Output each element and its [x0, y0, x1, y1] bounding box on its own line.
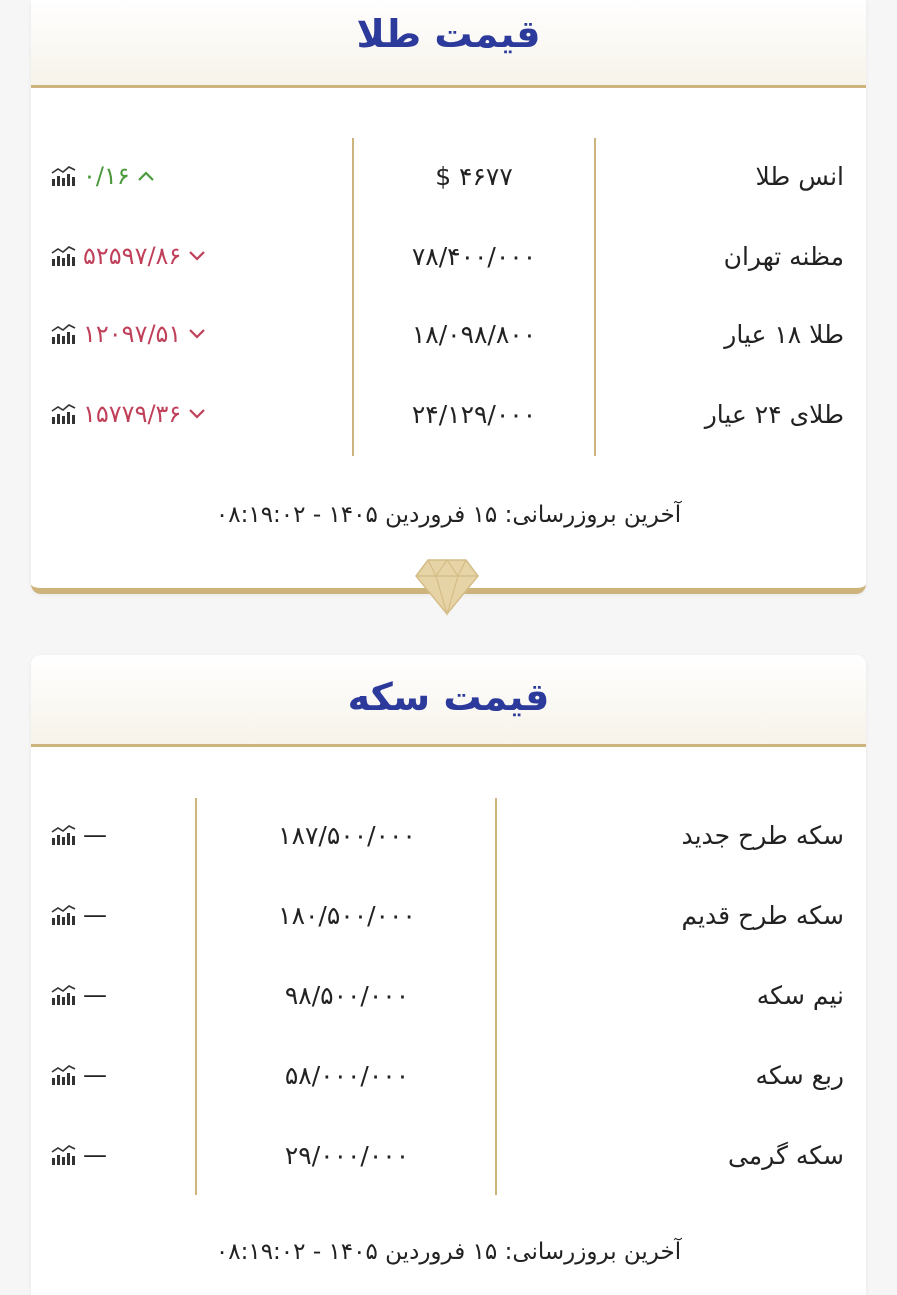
coin-row-name: سکه طرح قدیم	[681, 901, 844, 930]
bar-chart-icon[interactable]	[51, 1143, 77, 1167]
chevron-up-icon	[136, 169, 156, 183]
coin-row-name: نیم سکه	[756, 981, 844, 1010]
gold-row-price: $ ۴۶۷۷	[435, 162, 513, 191]
coin-row-price: ۱۸۰/۵۰۰/۰۰۰	[278, 901, 416, 930]
gold-row-change-value: ۱۲۰۹۷/۵۱	[83, 320, 182, 348]
bar-chart-icon[interactable]	[51, 983, 77, 1007]
bar-chart-icon[interactable]	[51, 903, 77, 927]
gold-row-name: مظنه تهران	[723, 242, 844, 271]
coin-card-title: قیمت سکه	[347, 675, 550, 719]
gold-row-name: انس طلا	[755, 162, 844, 191]
gold-last-updated: آخرین بروزرسانی: ۱۵ فروردین ۱۴۰۵ - ۰۸:۱۹:۰۲	[215, 502, 682, 528]
gold-row-change	[51, 400, 207, 428]
diamond-icon	[414, 558, 480, 616]
gold-row[interactable]	[31, 316, 866, 356]
bar-chart-icon[interactable]	[51, 823, 77, 847]
gold-row-change-value: ۵۲۵۹۷/۸۶	[83, 242, 182, 270]
coin-row-price: ۹۸/۵۰۰/۰۰۰	[284, 981, 410, 1010]
coin-row[interactable]	[31, 1137, 866, 1177]
coin-price-card	[31, 655, 866, 1295]
coin-row-name: ربع سکه	[755, 1061, 844, 1090]
coin-row-price: ۱۸۷/۵۰۰/۰۰۰	[278, 821, 416, 850]
chevron-down-icon	[187, 327, 207, 341]
coin-row-change	[51, 981, 107, 1009]
coin-row-change	[51, 1141, 107, 1169]
gold-price-card	[31, 0, 866, 594]
gold-row-change-value: ۰/۱۶	[83, 162, 130, 190]
gold-row-price: ۱۸/۰۹۸/۸۰۰	[411, 320, 537, 349]
coin-card-header	[31, 655, 866, 747]
chevron-down-icon	[187, 249, 207, 263]
chevron-down-icon	[187, 407, 207, 421]
coin-row[interactable]	[31, 817, 866, 857]
coin-row-change-value: —	[83, 901, 107, 929]
gold-row-change-value: ۱۵۷۷۹/۳۶	[83, 400, 182, 428]
coin-row-change	[51, 1061, 107, 1089]
coin-row[interactable]	[31, 897, 866, 937]
gold-row-name: طلا ۱۸ عیار	[724, 320, 844, 349]
coin-row-change-value: —	[83, 1141, 107, 1169]
coin-row-change	[51, 821, 107, 849]
gold-row-change	[51, 242, 207, 270]
gold-row[interactable]	[31, 158, 866, 198]
coin-row-price: ۲۹/۰۰۰/۰۰۰	[284, 1141, 410, 1170]
gold-row-change	[51, 162, 156, 190]
coin-row[interactable]	[31, 1057, 866, 1097]
coin-row[interactable]	[31, 977, 866, 1017]
coin-row-change	[51, 901, 107, 929]
gold-row-name: طلای ۲۴ عیار	[704, 400, 844, 429]
coin-row-price: ۵۸/۰۰۰/۰۰۰	[284, 1061, 410, 1090]
bar-chart-icon[interactable]	[51, 402, 77, 426]
bar-chart-icon[interactable]	[51, 244, 77, 268]
coin-row-change-value: —	[83, 981, 107, 1009]
gold-card-title: قیمت طلا	[356, 12, 541, 56]
gold-row-change	[51, 320, 207, 348]
coin-row-change-value: —	[83, 821, 107, 849]
gold-row-price: ۲۴/۱۲۹/۰۰۰	[411, 400, 537, 429]
bar-chart-icon[interactable]	[51, 1063, 77, 1087]
coin-last-updated: آخرین بروزرسانی: ۱۵ فروردین ۱۴۰۵ - ۰۸:۱۹:۰۲	[215, 1239, 682, 1265]
gold-card-header	[31, 0, 866, 88]
bar-chart-icon[interactable]	[51, 164, 77, 188]
bar-chart-icon[interactable]	[51, 322, 77, 346]
coin-row-change-value: —	[83, 1061, 107, 1089]
coin-row-name: سکه طرح جدید	[681, 821, 844, 850]
gold-row[interactable]	[31, 238, 866, 278]
gold-row[interactable]	[31, 396, 866, 436]
coin-row-name: سکه گرمی	[727, 1141, 844, 1170]
gold-row-price: ۷۸/۴۰۰/۰۰۰	[411, 242, 537, 271]
